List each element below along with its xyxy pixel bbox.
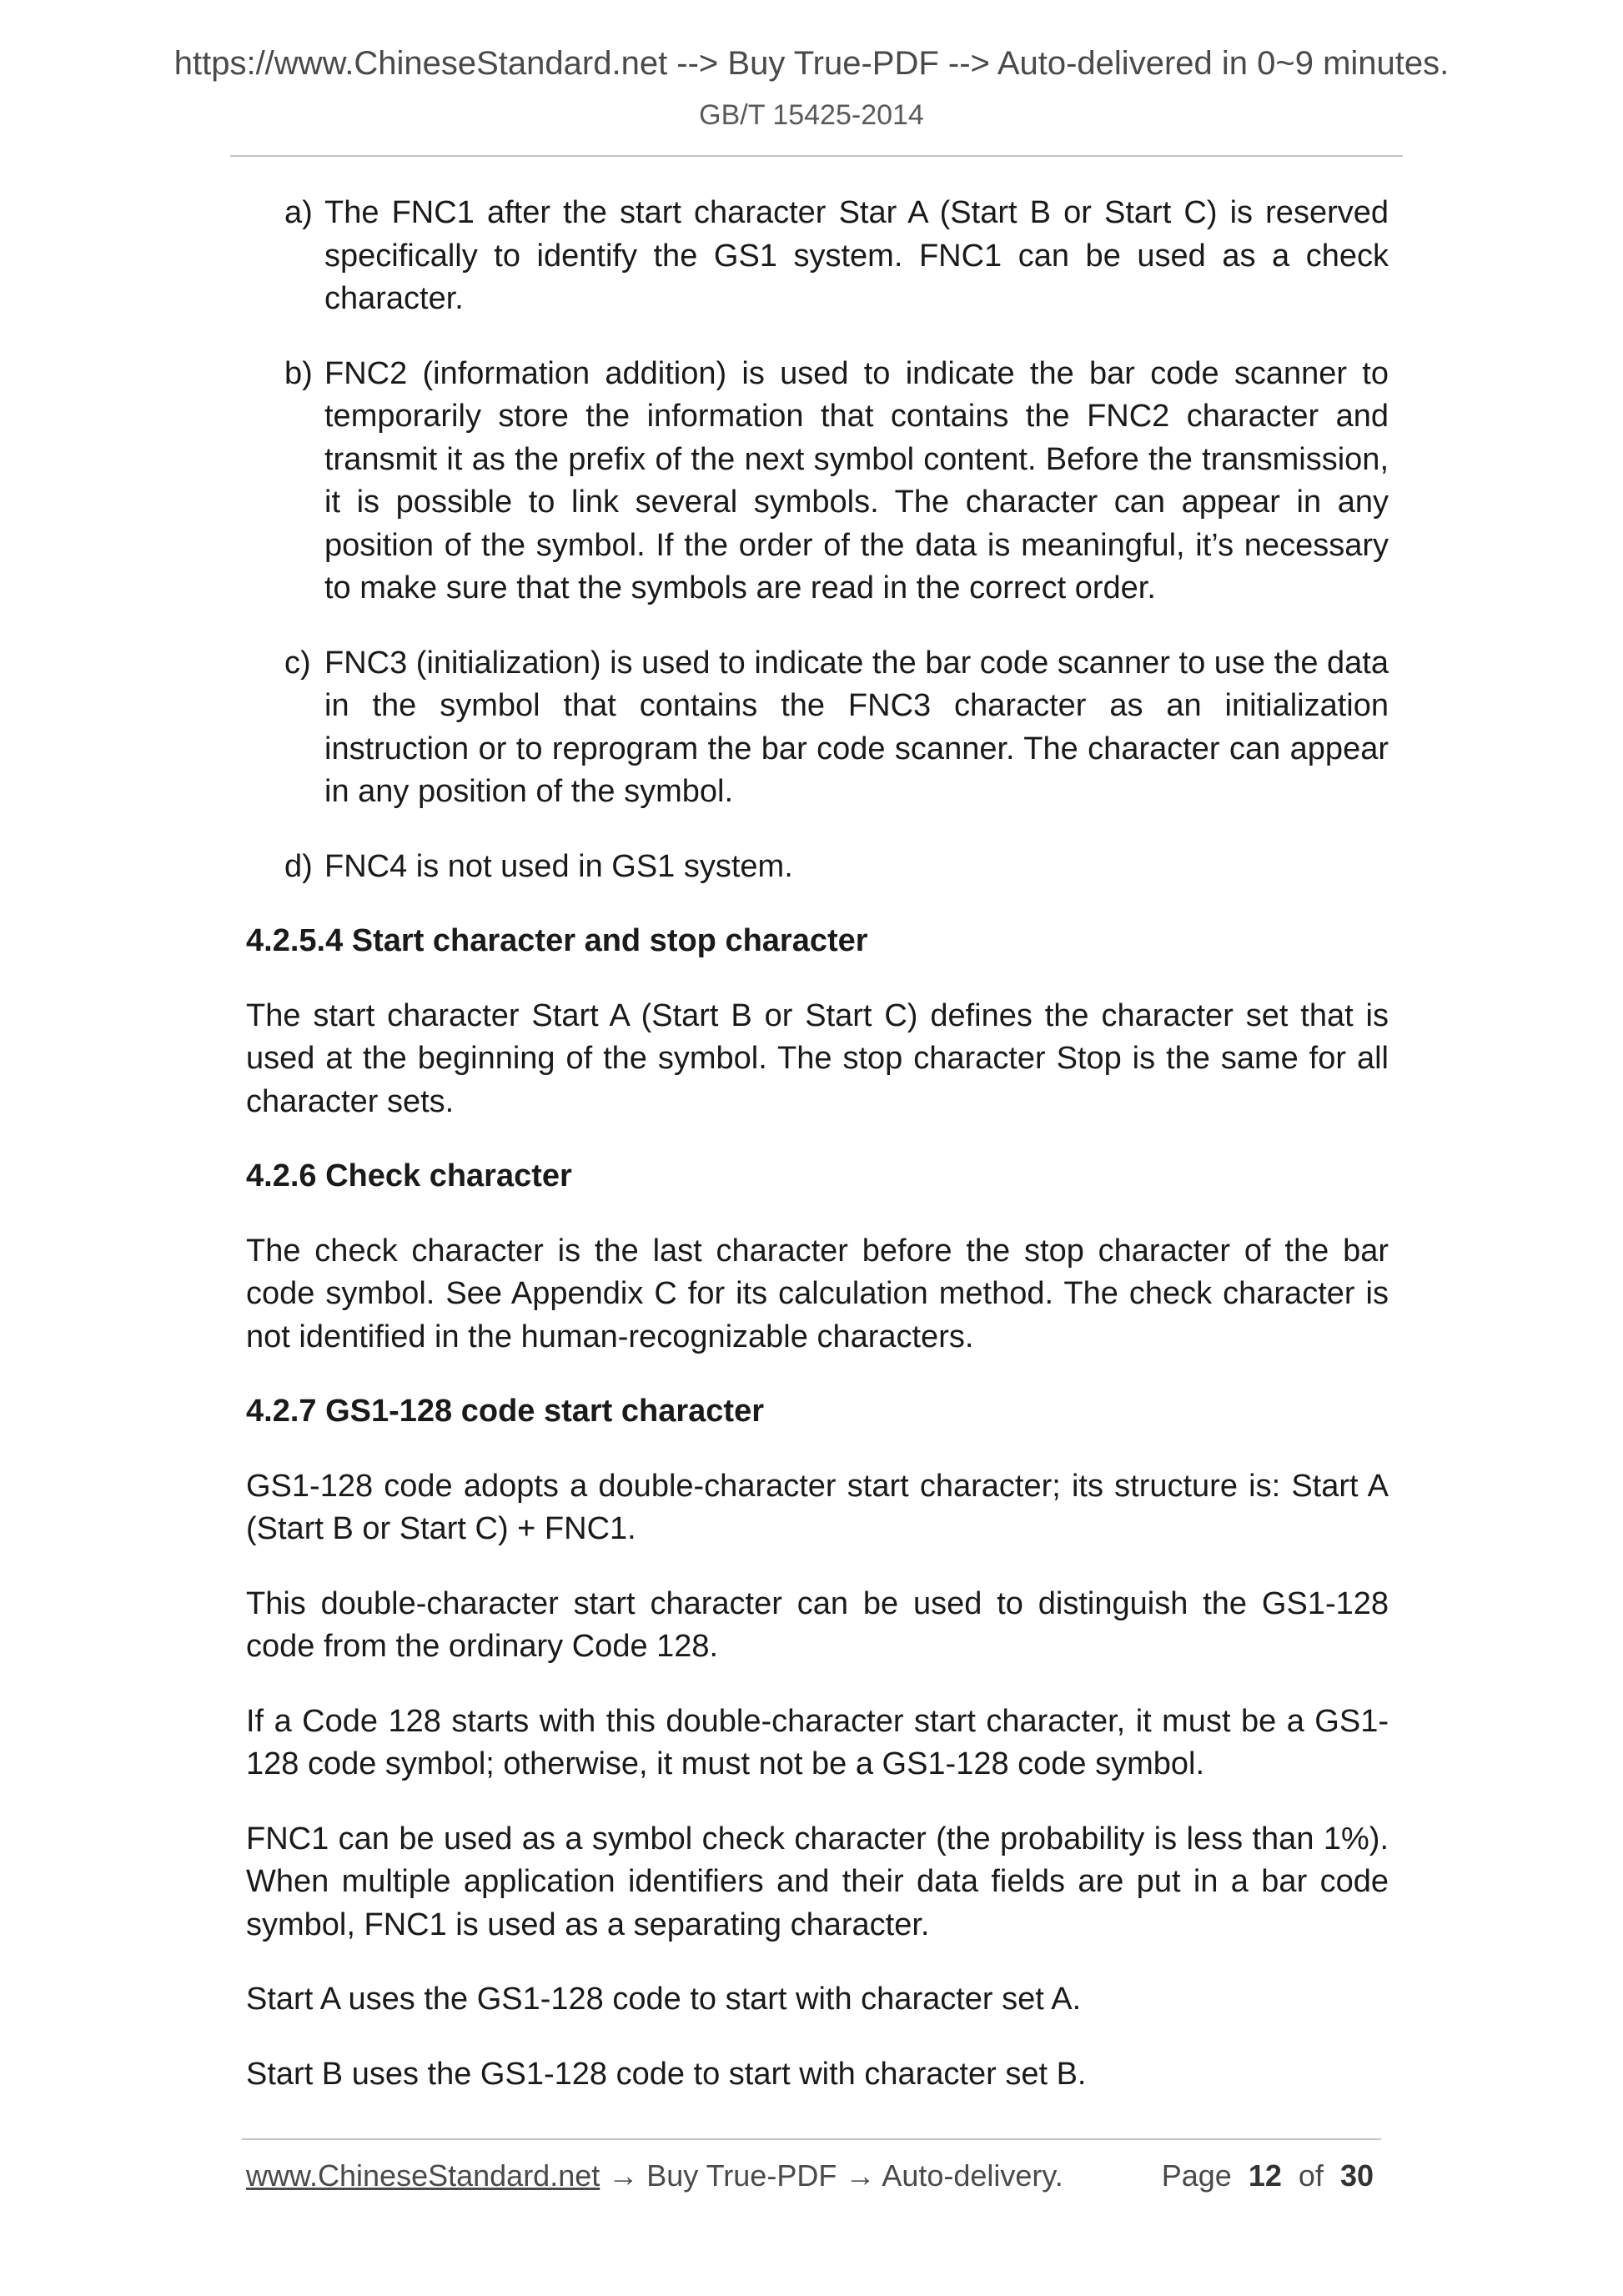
list-item [246, 846, 1389, 889]
footer-divider [242, 2138, 1381, 2140]
list-marker: b) [284, 355, 313, 391]
current-page: 12 [1248, 2158, 1282, 2193]
paragraph: GS1-128 code adopts a double-character start character; its structure is: Start A (Start B or Start C) + FNC1. [246, 1468, 1389, 1546]
list-item-text: FNC3 (initialization) is used to indicate the bar code scanner to use the data in the symbol that contains the FNC3 character as an initialization instruction or to reprogram the bar code scanner. The character can appear in any position of the symbol. [324, 645, 1389, 809]
list-item-text: The FNC1 after the start character Star A (Start B or Start C) is reserved specifically to identify the GS1 system. FNC1 can be used as a check character. [324, 195, 1389, 316]
paragraph: FNC1 can be used as a symbol check character (the probability is less than 1%). When multiple application identifiers and their data fields are put in a bar code symbol, FNC1 is used as a separating character. [246, 1821, 1389, 1942]
footer-tail-text: → Buy True-PDF → Auto-delivery. [600, 2158, 1063, 2193]
paragraph: The check character is the last character before the stop character of the bar code symbol. See Appendix C for its calculation method. The check character is not identified in the human-recognizable characters. [246, 1233, 1389, 1354]
list-item [246, 192, 1389, 321]
of-label: of [1298, 2158, 1324, 2193]
paragraph: This double-character start character can be used to distinguish the GS1-128 code from the ordinary Code 128. [246, 1585, 1389, 1664]
list-item [246, 642, 1389, 814]
document-code: GB/T 15425-2014 [699, 99, 924, 131]
list-marker: c) [284, 645, 311, 681]
section-heading: 4.2.7 GS1-128 code start character [246, 1394, 765, 1429]
list-item-text: FNC4 is not used in GS1 system. [324, 848, 793, 884]
list-item-text: FNC2 (information addition) is used to indicate the bar code scanner to temporarily store the information that contains the FNC2 character and transmit it as the prefix of the next symbol content. Before the transmission, it is possible to link several symbols. The character can appear in any position of the symbol. If the order of the data is meaningful, it’s necessary to make sure that the symbols are read in the correct order. [324, 355, 1389, 605]
list-item [246, 353, 1389, 610]
header-banner: https://www.ChineseStandard.net --> Buy True-PDF --> Auto-delivered in 0~9 minutes. [173, 45, 1450, 82]
list-marker: a) [284, 195, 313, 230]
footer-site-link[interactable]: www.ChineseStandard.net [246, 2158, 600, 2193]
paragraph: If a Code 128 starts with this double-character start character, it must be a GS1-128 code symbol; otherwise, it must not be a GS1-128 code symbol. [246, 1703, 1389, 1781]
list-marker: d) [284, 848, 313, 884]
total-pages: 30 [1339, 2158, 1374, 2193]
footer-left [246, 2158, 1063, 2193]
page-number [1162, 2158, 1374, 2193]
paragraph: Start A uses the GS1-128 code to start with character set A. [246, 1982, 1082, 2017]
header-divider [230, 155, 1403, 157]
section-heading: 4.2.6 Check character [246, 1158, 572, 1193]
page-footer [246, 2158, 1374, 2200]
paragraph: The start character Start A (Start B or Start C) defines the character set that is used at the beginning of the symbol. The stop character Stop is the same for all character sets. [246, 997, 1389, 1119]
page-label: Page [1161, 2158, 1232, 2193]
paragraph: Start B uses the GS1-128 code to start with character set B. [246, 2056, 1087, 2092]
page-content [246, 192, 1389, 2128]
section-heading: 4.2.5.4 Start character and stop character [246, 923, 868, 958]
